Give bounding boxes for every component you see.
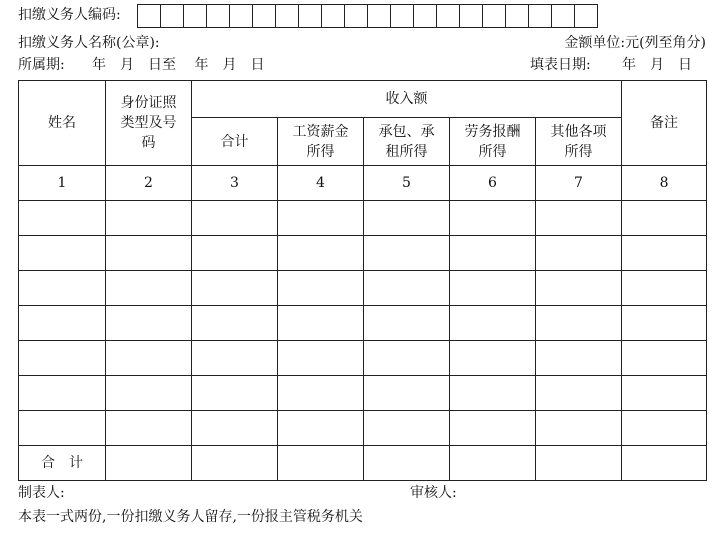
table-cell[interactable] bbox=[536, 306, 622, 341]
table-cell[interactable] bbox=[192, 411, 278, 446]
table-cell[interactable] bbox=[106, 376, 192, 411]
header-contract-lease: 承包、承租所得 bbox=[364, 118, 450, 166]
withholder-name-label: 扣缴义务人名称(公章): bbox=[18, 35, 160, 51]
table-cell[interactable] bbox=[364, 236, 450, 271]
table-row bbox=[19, 411, 707, 446]
preparer-label: 制表人: bbox=[18, 485, 65, 501]
header-other: 其他各项所得 bbox=[536, 118, 622, 166]
table-cell[interactable] bbox=[450, 341, 536, 376]
withholder-code-label: 扣缴义务人编码: bbox=[18, 7, 121, 23]
table-cell[interactable] bbox=[192, 446, 278, 481]
table-cell[interactable] bbox=[450, 446, 536, 481]
column-number: 3 bbox=[192, 166, 278, 201]
header-wages: 工资薪金所得 bbox=[278, 118, 364, 166]
fill-date-label: 填表日期: bbox=[530, 57, 591, 73]
table-cell[interactable] bbox=[106, 306, 192, 341]
table-cell[interactable] bbox=[536, 446, 622, 481]
table-cell[interactable] bbox=[278, 376, 364, 411]
table-cell[interactable] bbox=[364, 201, 450, 236]
table-cell[interactable] bbox=[622, 201, 707, 236]
table-cell[interactable] bbox=[106, 411, 192, 446]
table-cell[interactable] bbox=[192, 341, 278, 376]
table-cell[interactable] bbox=[192, 201, 278, 236]
table-cell[interactable] bbox=[106, 201, 192, 236]
table-cell[interactable] bbox=[19, 411, 106, 446]
table-cell[interactable] bbox=[106, 446, 192, 481]
code-digit-cell[interactable] bbox=[229, 4, 253, 28]
code-digit-cell[interactable] bbox=[482, 4, 506, 28]
table-cell[interactable] bbox=[106, 341, 192, 376]
reviewer-label: 审核人: bbox=[410, 485, 457, 501]
table-cell[interactable] bbox=[278, 201, 364, 236]
code-digit-cell[interactable] bbox=[390, 4, 414, 28]
table-cell[interactable] bbox=[622, 341, 707, 376]
table-cell[interactable] bbox=[536, 236, 622, 271]
table-cell[interactable] bbox=[278, 446, 364, 481]
table-cell[interactable] bbox=[192, 376, 278, 411]
table-cell[interactable] bbox=[364, 341, 450, 376]
amount-unit: 金额单位:元(列至角分) bbox=[564, 35, 706, 51]
table-row bbox=[19, 376, 707, 411]
withholding-income-table bbox=[18, 80, 707, 481]
table-cell[interactable] bbox=[622, 446, 707, 481]
table-cell[interactable] bbox=[622, 306, 707, 341]
table-cell[interactable] bbox=[622, 411, 707, 446]
header-total: 合计 bbox=[192, 118, 278, 166]
column-number: 6 bbox=[450, 166, 536, 201]
withholder-code-boxes bbox=[138, 4, 598, 28]
table-cell[interactable] bbox=[450, 236, 536, 271]
column-number: 8 bbox=[622, 166, 707, 201]
table-cell[interactable] bbox=[622, 376, 707, 411]
period-date-text: 年 月 日至 年 月 日 bbox=[92, 57, 265, 73]
table-cell[interactable] bbox=[19, 271, 106, 306]
code-digit-cell[interactable] bbox=[528, 4, 552, 28]
table-cell[interactable] bbox=[450, 411, 536, 446]
code-digit-cell[interactable] bbox=[206, 4, 230, 28]
table-cell[interactable] bbox=[364, 411, 450, 446]
header-name: 姓名 bbox=[19, 81, 106, 166]
table-row bbox=[19, 306, 707, 341]
table-cell[interactable] bbox=[192, 306, 278, 341]
code-digit-cell[interactable] bbox=[551, 4, 575, 28]
column-number: 1 bbox=[19, 166, 106, 201]
table-cell[interactable] bbox=[278, 411, 364, 446]
table-cell[interactable] bbox=[364, 376, 450, 411]
code-digit-cell[interactable] bbox=[367, 4, 391, 28]
table-cell[interactable] bbox=[536, 201, 622, 236]
column-number: 5 bbox=[364, 166, 450, 201]
period-label: 所属期: bbox=[18, 57, 65, 73]
table-cell[interactable] bbox=[278, 306, 364, 341]
code-digit-cell[interactable] bbox=[275, 4, 299, 28]
table-row bbox=[19, 271, 707, 306]
table-cell[interactable] bbox=[536, 411, 622, 446]
column-number-row bbox=[19, 166, 707, 201]
code-digit-cell[interactable] bbox=[252, 4, 276, 28]
table-cell[interactable] bbox=[450, 306, 536, 341]
code-digit-cell[interactable] bbox=[344, 4, 368, 28]
table-cell[interactable] bbox=[278, 236, 364, 271]
code-digit-cell[interactable] bbox=[137, 4, 161, 28]
table-row bbox=[19, 341, 707, 376]
code-digit-cell[interactable] bbox=[298, 4, 322, 28]
code-digit-cell[interactable] bbox=[436, 4, 460, 28]
header-remark: 备注 bbox=[622, 81, 707, 166]
total-row bbox=[19, 446, 707, 481]
table-cell[interactable] bbox=[536, 376, 622, 411]
total-label: 合 计 bbox=[19, 446, 106, 481]
table-row bbox=[19, 236, 707, 271]
code-digit-cell[interactable] bbox=[505, 4, 529, 28]
table-cell[interactable] bbox=[192, 271, 278, 306]
table-cell[interactable] bbox=[622, 236, 707, 271]
code-digit-cell[interactable] bbox=[321, 4, 345, 28]
table-cell[interactable] bbox=[364, 446, 450, 481]
table-cell[interactable] bbox=[19, 341, 106, 376]
table-cell[interactable] bbox=[622, 271, 707, 306]
code-digit-cell[interactable] bbox=[413, 4, 437, 28]
table-cell[interactable] bbox=[278, 271, 364, 306]
table-cell[interactable] bbox=[450, 376, 536, 411]
table-cell[interactable] bbox=[19, 376, 106, 411]
table-cell[interactable] bbox=[19, 201, 106, 236]
fill-date-text: 年 月 日 bbox=[622, 57, 692, 73]
column-number: 2 bbox=[106, 166, 192, 201]
column-number: 7 bbox=[536, 166, 622, 201]
table-cell[interactable] bbox=[536, 341, 622, 376]
table-cell[interactable] bbox=[106, 236, 192, 271]
table-cell[interactable] bbox=[192, 236, 278, 271]
table-row bbox=[19, 201, 707, 236]
form-note: 本表一式两份,一份扣缴义务人留存,一份报主管税务机关 bbox=[18, 509, 363, 525]
code-digit-cell[interactable] bbox=[160, 4, 184, 28]
table-cell[interactable] bbox=[364, 271, 450, 306]
code-digit-cell[interactable] bbox=[574, 4, 598, 28]
header-labor: 劳务报酬所得 bbox=[450, 118, 536, 166]
column-number: 4 bbox=[278, 166, 364, 201]
header-id-type: 身份证照类型及号码 bbox=[106, 81, 192, 166]
table-cell[interactable] bbox=[106, 271, 192, 306]
header-income: 收入额 bbox=[192, 81, 622, 118]
table-cell[interactable] bbox=[450, 201, 536, 236]
table-cell[interactable] bbox=[19, 236, 106, 271]
table-cell[interactable] bbox=[450, 271, 536, 306]
table-cell[interactable] bbox=[364, 306, 450, 341]
table-cell[interactable] bbox=[278, 341, 364, 376]
table-cell[interactable] bbox=[19, 306, 106, 341]
code-digit-cell[interactable] bbox=[459, 4, 483, 28]
table-cell[interactable] bbox=[536, 271, 622, 306]
code-digit-cell[interactable] bbox=[183, 4, 207, 28]
